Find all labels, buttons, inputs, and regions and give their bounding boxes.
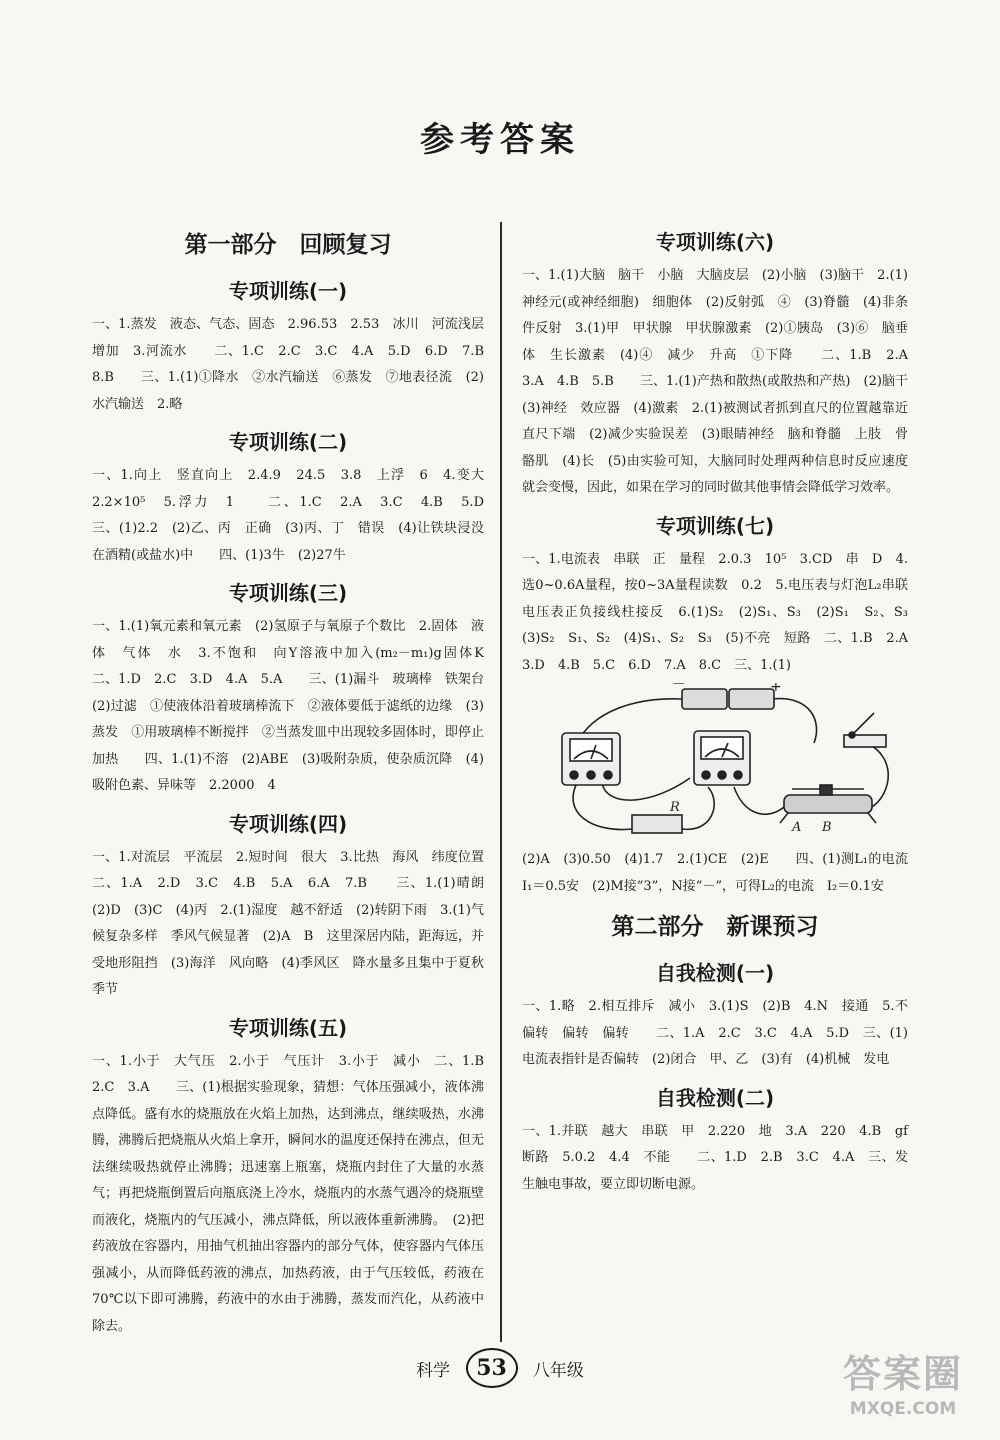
circuit-diagram [522, 683, 908, 843]
part-one-title: 第一部分 回顾复习 [184, 232, 392, 258]
page-title: 参考答案 [420, 120, 580, 160]
section-title: 专项训练(一) [228, 279, 348, 303]
rheostat-a-label: A [792, 820, 802, 835]
page-number: 53 [466, 1348, 518, 1388]
rheostat [780, 785, 876, 823]
section-answers-continued: (2)A (3)0.50 (4)1.7 2.(1)CE (2)E 四、(1)测L₁的电流 I₁＝0.5安 (2)M接“3”，N接“－”，可得L₂的电流 I₂＝0.1安 [522, 852, 922, 894]
wire [573, 783, 632, 830]
part-two-title: 第二部分 新课预习 [611, 914, 819, 940]
section-answers: 一、1.小于 大气压 2.小于 气压计 3.小于 减小 二、1.B 2.C 3.A 三、(1)根据实验现象，猜想：气体压强减小，液体沸点降低。盛有水的烧瓶放在火焰上加热，达到沸点，继续吸热，水沸腾，沸腾后把烧瓶从火焰上拿开，瞬间水的温度还保持在沸点，但无法继续吸热就停止沸腾；迅速塞上瓶塞，烧瓶内封住了大量的水蒸气；再把烧瓶倒置后向瓶底浇上冷水，烧瓶内的水蒸气遇冷的烧瓶壁而液化，烧瓶内的气压减小，沸点降低，所以液体重新沸腾。 (2)把药液放在容器内，用抽气机抽出容器内的部分气体，使容器内气体压强减小，从而降低药液的沸点，加热药液，由于气压较低，药液在70℃以下即可沸腾，药液中的水由于沸腾，蒸发而汽化，从药液中除去。 [92, 1053, 498, 1334]
right-column [522, 218, 922, 1202]
column-divider [500, 222, 502, 1342]
section-title: 自我检测(一) [655, 961, 775, 985]
section-answers: 一、1.并联 越大 串联 甲 2.220 地 3.A 220 4.B gf 断路 5.0.2 4.4 不能 二、1.D 2.B 3.C 4.A 三、发生触电事故，要立即切断电源。 [522, 1123, 922, 1192]
section-answers: 一、1.对流层 平流层 2.短时间 很大 3.比热 海风 纬度位置 二、1.A 2.D 3.C 4.B 5.A 6.A 7.B 三、1.(1)晴朗 (2)D (3)C (4)丙 2.(1)湿度 越不舒适 (2)转阴下雨 3.(1)气候复杂多样 季风气候显著 (2)A B 这里深居内陆，距海远，并受地形阻挡 (3)海洋 风向略 (4)季风区 降水量多且集中于夏秋季节 [92, 849, 511, 997]
battery-plus-label: + [770, 683, 782, 695]
ammeter [562, 733, 620, 785]
section-answers: 一、1.向上 竖直向上 2.4.9 24.5 3.8 上浮 6 4.变大 2.2×10⁵ 5.浮力 1 二、1.C 2.A 3.C 4.B 5.D 三、(1)2.2 (2)乙、丙 正确 (3)丙、丁 错误 (4)让铁块浸没在酒精(或盐水)中 四、(1)3牛 (2)27牛 [92, 468, 511, 563]
watermark-url: MXQE.COM [849, 1399, 957, 1419]
voltmeter [694, 731, 750, 785]
battery [682, 689, 774, 709]
section-title: 自我检测(二) [655, 1085, 775, 1110]
resistor [632, 815, 682, 833]
footer-grade: 八年级 [532, 1360, 584, 1381]
wire [734, 787, 784, 814]
section-answers: 一、1.蒸发 液态、气态、固态 2.96.53 2.53 冰川 河流浅层 增加 3.河流水 二、1.C 2.C 3.C 4.A 5.D 6.D 7.B 8.B 三、1.(1)①降水 ②水汽输送 ⑥蒸发 ⑦地表径流 (2)水汽输送 2.略 [92, 317, 498, 412]
wire [772, 699, 817, 743]
resistor-label: R [670, 800, 680, 815]
section-title: 专项训练(四) [228, 811, 348, 836]
watermark-text: 答案圈 [842, 1352, 963, 1396]
left-column [92, 218, 511, 1344]
footer-subject: 科学 [416, 1360, 451, 1381]
section-answers: 一、1.电流表 串联 正 量程 2.0.3 10⁵ 3.CD 串 D 4.选0~0.6A量程，按0~3A量程读数 0.2 5.电压表与灯泡L₂串联 电压表正负接线柱接反 6.(1)S₂ (2)S₁、S₃ (2)S₁ S₂、S₃ (3)S₂ S₁、S₂ (4)S₁、S₂ S₃ (5)不亮 短路 二、1.B 2.A 3.D 4.B 5.C 6.D 7.A 8.C 三、1.(1) [522, 551, 922, 673]
rheostat-b-label: B [822, 820, 832, 835]
section-title: 专项训练(七) [655, 513, 775, 538]
section-answers: 一、1.(1)大脑 脑干 小脑 大脑皮层 (2)小脑 (3)脑干 2.(1)神经元(或神经细胞) 细胞体 (2)反射弧 ④ (3)脊髓 (4)非条件反射 3.(1)甲 甲状腺 甲状腺激素 (2)①胰岛 (3)⑥ 脑垂体 生长激素 (4)④ 减少 升高 ①下降 二、1.B 2.A 3.A 4.B 5.B 三、1.(1)产热和散热(或散热和产热) (2)脑干 (3)神经 效应器 (4)激素 2.(1)被测试者抓到直尺的位置越靠近直尺下端 (2)减少实验误差 (3)眼睛神经 脑和脊髓 上肢 骨骼肌 (4)长 (5)由实验可知，大脑同时处理两种信息时反应速度就会变慢，因此，如果在学习的同时做其他事情会降低学习效率。 [522, 268, 922, 495]
watermark-logo [818, 1352, 988, 1430]
section-title: 专项训练(六) [655, 230, 775, 254]
section-title: 专项训练(三) [228, 581, 348, 605]
section-title: 专项训练(二) [228, 430, 348, 454]
switch [844, 713, 886, 747]
section-answers: 一、1.(1)氧元素和氧元素 (2)氢原子与氧原子个数比 2.固体 液体 气体 水 3.不饱和 向Y溶液中加入(m₂－m₁)g固体K 二、1.D 2.C 3.D 4.A 5.A 三、(1)漏斗 玻璃棒 铁架台 (2)过滤 ①使液体沿着玻璃棒流下 ②液体要低于滤纸的边缘 (3)蒸发 ①用玻璃棒不断搅拌 ②当蒸发皿中出现较多固体时，即停止加热 四、1.(1)不溶 (2)ABE (3)吸附杂质，使杂质沉降 (4)吸附色素、异味等 2.2000 4 [92, 619, 511, 793]
wire [682, 787, 714, 829]
section-title: 专项训练(五) [228, 1015, 348, 1040]
section-answers: 一、1.略 2.相互排斥 减小 3.(1)S (2)B 4.N 接通 5.不偏转 偏转 偏转 二、1.A 2.C 3.C 4.A 5.D 三、(1)电流表指针是否偏转 (2)闭合 甲、乙 (3)有 (4)机械 发电 [522, 999, 908, 1067]
battery-minus-label: － [672, 683, 686, 693]
